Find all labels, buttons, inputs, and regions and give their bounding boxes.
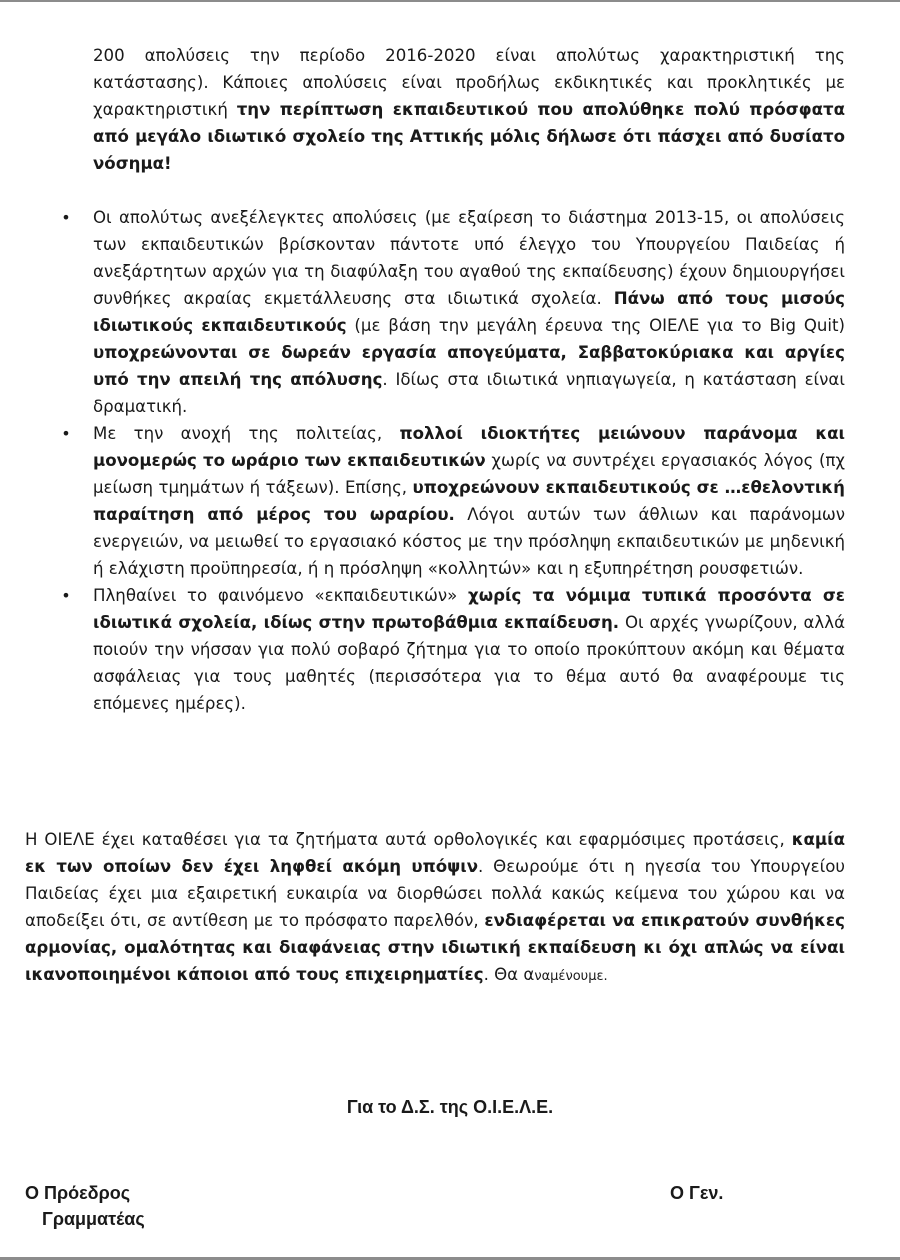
bullet-text bbox=[93, 204, 845, 420]
text-segment-bold: υποχρεώνονται σε δωρεάν εργασία απογεύματα, Σαββατοκύριακα και αργίες υπό την απειλή της απόλυσης bbox=[93, 343, 845, 389]
text-segment-bold: την περίπτωση εκπαιδευτικού που απολύθηκε πολύ πρόσφατα από μεγάλο ιδιωτικό σχολείο της Αττικής μόλις δήλωσε ότι πάσχει από δυσίατο νόσημα! bbox=[93, 100, 846, 173]
continuation-paragraph bbox=[93, 42, 845, 177]
signature-title: Για το Δ.Σ. της Ο.Ι.Ε.Λ.Ε. bbox=[346, 1097, 554, 1117]
text-segment-bold: υποχρεώνουν εκπαιδευτικούς σε …εθελοντική παραίτηση από μέρος του ωραρίου. bbox=[93, 478, 845, 524]
text-segment-bold: καμία εκ των οποίων δεν έχει ληφθεί ακόμη υπόψιν bbox=[25, 830, 845, 876]
text-segment-bold: Πάνω από τους μισούς ιδιωτικούς εκπαιδευτικούς bbox=[93, 289, 846, 335]
text-segment: Οι απολύτως ανεξέλεγκτες απολύσεις (με εξαίρεση το διάστημα 2013-15, οι απολύσεις των εκπαιδευτικών βρίσκονταν πάντοτε υπό έλεγχο του Υπουργείου Παιδείας ή ανεξάρτητων αρχών για τη διαφύλαξη του αγαθού της εκπαίδευσης) έχουν δημιουργήσει συνθήκες ακραίας εκμετάλλευσης στα ιδιωτικά σχολεία. bbox=[93, 208, 845, 308]
closing-paragraph bbox=[25, 826, 845, 990]
bullet-icon: • bbox=[61, 208, 71, 227]
text-segment: Οι αρχές γνωρίζουν, αλλά ποιούν την νήσσαν για πολύ σοβαρό ζήτημα για το οποίο προκύπτουν ακόμη και θέματα ασφάλειας για τους μαθητές (περισσότερα για το θέμα αυτό θα αναφέρουμε τις επόμενες ημέρες). bbox=[93, 613, 846, 713]
text-segment: Η ΟΙΕΛΕ έχει καταθέσει για τα ζητήματα αυτά ορθολογικές και εφαρμόσιμες προτάσεις, bbox=[25, 830, 792, 849]
text-segment: (με βάση την μεγάλη έρευνα της ΟΙΕΛΕ για το Big Quit) bbox=[346, 316, 846, 335]
bullet-icon: • bbox=[61, 424, 71, 443]
text-segment: Πληθαίνει το φαινόμενο «εκπαιδευτικών» bbox=[93, 586, 469, 605]
text-segment: Με την ανοχή της πολιτείας, bbox=[93, 424, 400, 443]
bullet-item bbox=[0, 582, 845, 717]
text-segment: 200 απολύσεις την περίοδο 2016-2020 είναι απολύτως χαρακτηριστική της κατάστασης). Κάποιες απολύσεις είναι προδήλως εκδικητικές και προκλητικές με χαρακτηριστική bbox=[93, 46, 845, 119]
text-segment-bold: ενδιαφέρεται να επικρατούν συνθήκες αρμονίας, ομαλότητας και διαφάνειας στην ιδιωτική εκπαίδευση κι όχι απλώς να είναι ικανοποιημένοι κάποιοι από τους επιχειρηματίες bbox=[25, 911, 846, 984]
signature-left-role: Ο Πρόεδρος bbox=[25, 1183, 131, 1203]
page-top-border bbox=[0, 0, 900, 2]
text-segment: χωρίς να συντρέχει εργασιακός λόγος (πχ μείωση τμημάτων ή τάξεων). Επίσης, bbox=[93, 451, 846, 497]
bullet-item bbox=[0, 420, 845, 582]
text-segment-small: ναμένουμε. bbox=[534, 969, 608, 984]
signature-left-role-continued: Γραμματέας bbox=[42, 1209, 145, 1229]
bullet-text bbox=[93, 582, 845, 717]
bullet-item bbox=[0, 204, 845, 420]
text-segment-bold: πολλοί ιδιοκτήτες μειώνουν παράνομα και μονομερώς το ωράριο των εκπαιδευτικών bbox=[93, 424, 845, 470]
bullet-list bbox=[0, 204, 845, 717]
text-segment: . Ιδίως στα ιδιωτικά νηπιαγωγεία, η κατάσταση είναι δραματική. bbox=[93, 370, 845, 416]
text-segment-bold: χωρίς τα νόμιμα τυπικά προσόντα σε ιδιωτικά σχολεία, ιδίως στην πρωτοβάθμια εκπαίδευση. bbox=[93, 586, 846, 632]
text-segment: . Θεωρούμε ότι η ηγεσία του Υπουργείου Παιδείας έχει μια εξαιρετική ευκαιρία να διορθώσει πολλά κακώς κείμενα του χώρου και να αποδείξει ότι, σε αντίθεση με το πρόσφατο παρελθόν, bbox=[25, 857, 845, 930]
bullet-text bbox=[93, 420, 845, 582]
text-segment: Λόγοι αυτών των άθλιων και παράνομων ενεργειών, να μειωθεί το εργασιακό κόστος με την πρόσληψη εκπαιδευτικών με μηδενική ή ελάχιστη προϋπηρεσία, ή η πρόσληψη «κολλητών» και η εξυπηρέτηση ρουσφετιών. bbox=[93, 505, 846, 578]
signature-right-role: Ο Γεν. bbox=[670, 1183, 724, 1203]
text-segment: . Θα α bbox=[483, 965, 535, 984]
bullet-icon: • bbox=[61, 586, 71, 605]
